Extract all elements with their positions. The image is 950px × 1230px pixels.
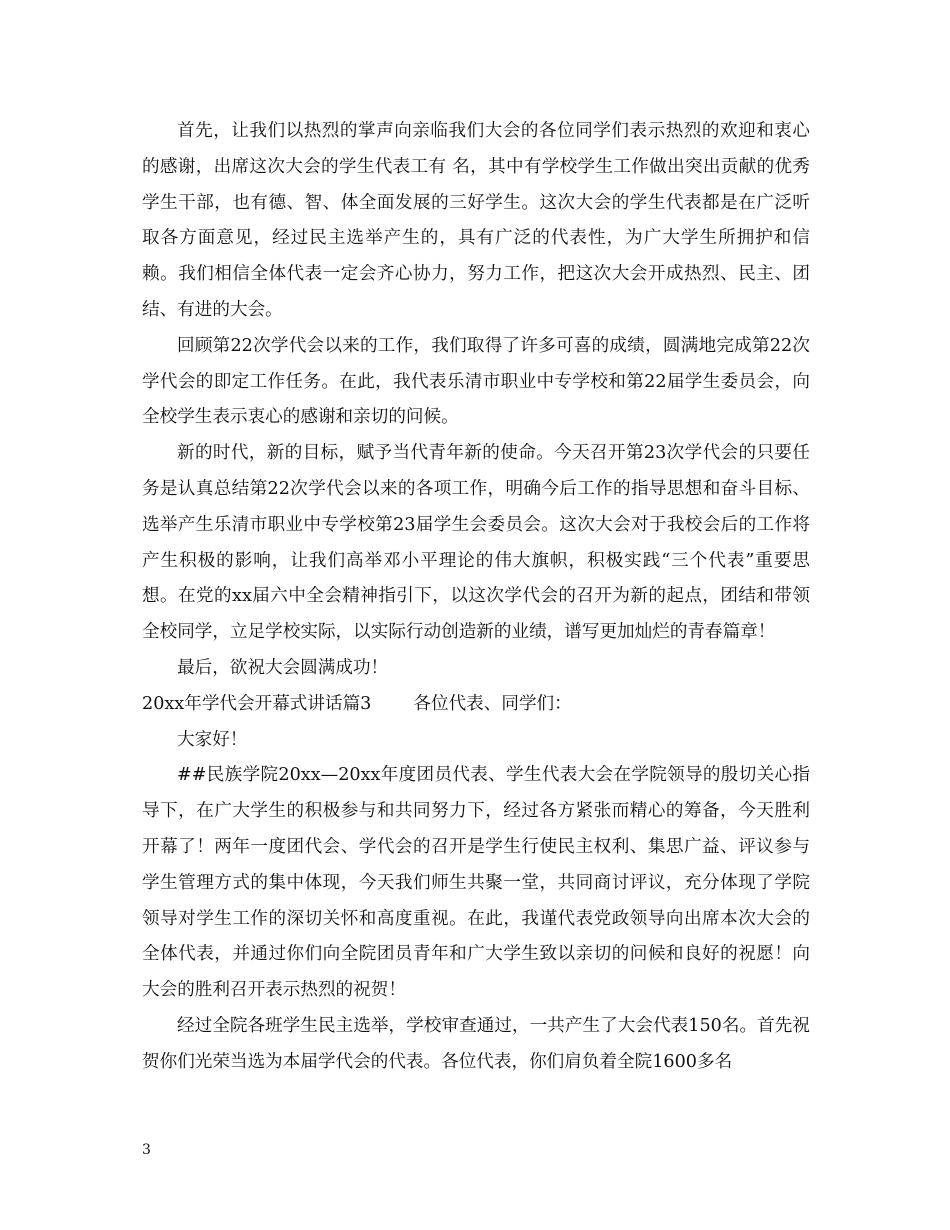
paragraph-greeting: 大家好！: [177, 729, 248, 750]
page-number: 3: [142, 1142, 151, 1158]
section-title: 20xx年学代会开幕式讲话篇3: [142, 693, 372, 714]
paragraph-welcome: 首先，让我们以热烈的掌声向亲临我们大会的各位同学们表示热烈的欢迎和衷心的感谢，出席这次大会的学生代表工有 名，其中有学校学生工作做出突出贡献的优秀学生干部，也有德、智、体全面发展的三好学生。这次大会的学生代表都是在广泛听取各方面意见，经过民主选举产生的，具有广泛的代表性，为广大学生所拥护和信赖。我们相信全体代表一定会齐心协力，努力工作，把这次大会开成热烈、民主、团结、有进的大会。: [142, 121, 810, 320]
paragraph-opening: ##民族学院20xx—20xx年度团员代表、学生代表大会在学院领导的殷切关心指导下，在广大学生的积极参与和共同努力下，经过各方紧张而精心的筹备，今天胜利开幕了！两年一度团代会、学代会的召开是学生行使民主权利、集思广益、评议参与学生管理方式的集中体现，今天我们师生共聚一堂，共同商讨评议，充分体现了学院领导对学生工作的深切关怀和高度重视。在此，我谨代表党政领导向出席本次大会的全体代表，并通过你们向全院团员青年和广大学生致以亲切的问候和良好的祝愿！向大会的胜利召开表示热烈的祝贺！: [142, 765, 810, 1001]
paragraph-review: 回顾第22次学代会以来的工作，我们取得了许多可喜的成绩，圆满地完成第22次学代会的即定工作任务。在此，我代表乐清市职业中专学校和第22届学生委员会，向全校学生表示衷心的感谢和亲切的问候。: [142, 335, 810, 428]
section-heading-line: [142, 687, 810, 723]
paragraph-new-era: 新的时代，新的目标，赋予当代青年新的使命。今天召开第23次学代会的只要任务是认真总结第22次学代会以来的各项工作，明确今后工作的指导思想和奋斗目标、选举产生乐清市职业中专学校第23届学生会委员会。这次大会对于我校会后的工作将产生积极的影响，让我们高举邓小平理论的伟大旗帜，积极实践“三个代表”重要思想。在党的xx届六中全会精神指引下，以这次学代会的召开为新的起点，团结和带领全校同学，立足学校实际，以实际行动创造新的业绩，谱写更加灿烂的青春篇章！: [142, 443, 810, 643]
document-body: [142, 114, 810, 1081]
paragraph-closing-wish: 最后，欲祝大会圆满成功！: [177, 657, 389, 678]
paragraph-representatives: 经过全院各班学生民主选举，学校审查通过，一共产生了大会代表150名。首先祝贺你们光荣当选为本届学代会的代表。各位代表，你们肩负着全院1600多名: [142, 1015, 810, 1072]
salutation: 各位代表、同学们：: [413, 693, 572, 714]
